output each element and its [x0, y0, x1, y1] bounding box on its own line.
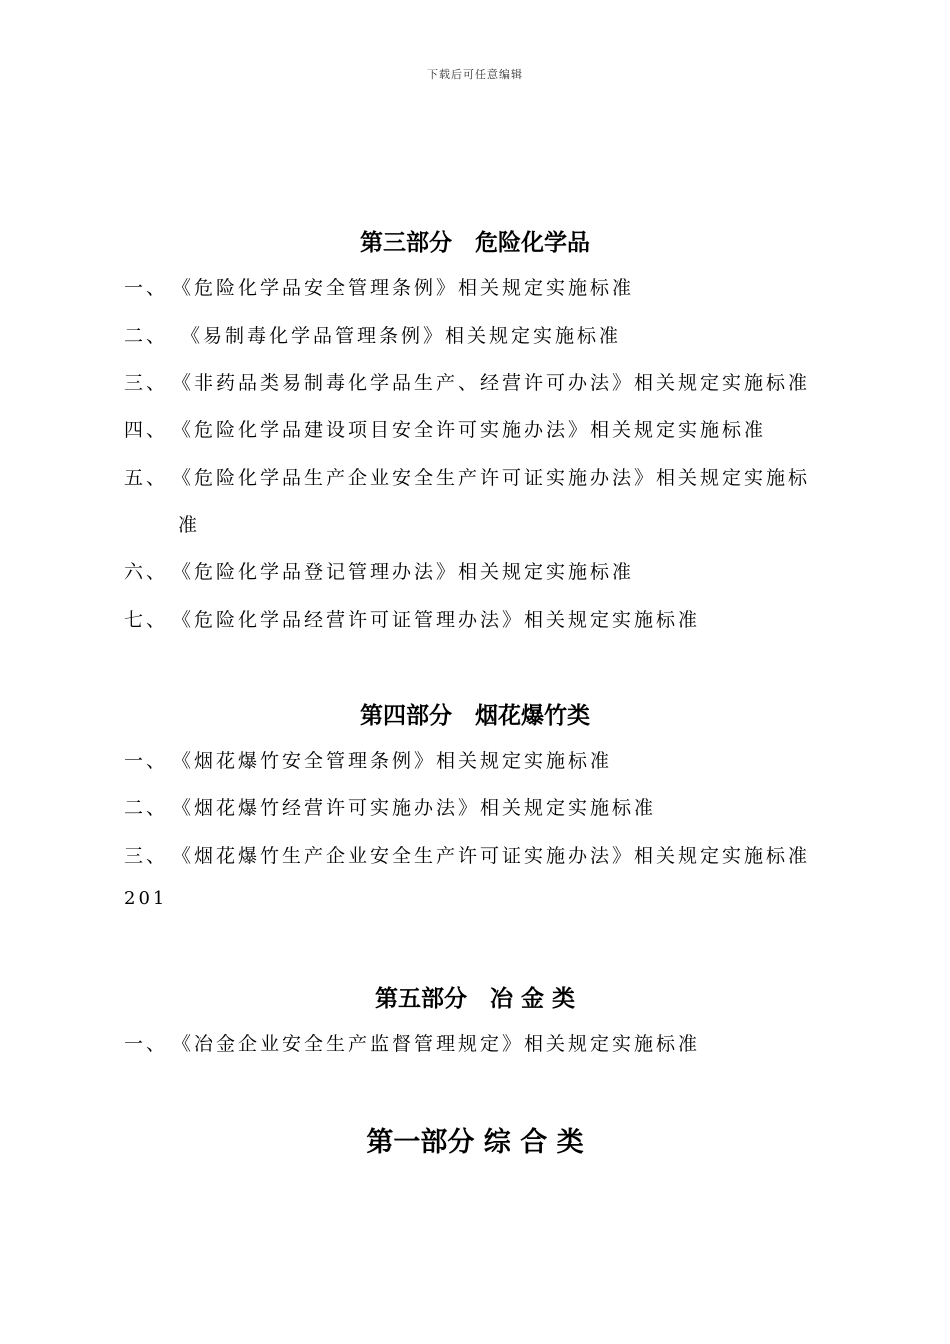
item-text: 《易制毒化学品管理条例》相关规定实施标准 — [172, 325, 622, 347]
list-item — [124, 841, 810, 868]
list-item — [124, 746, 612, 773]
item-number: 六、 — [124, 561, 169, 583]
item-text: 《危险化学品经营许可证管理办法》相关规定实施标准 — [172, 609, 701, 631]
item-text: 《烟花爆竹安全管理条例》相关规定实施标准 — [172, 750, 613, 772]
list-item — [124, 321, 621, 348]
list-item — [124, 605, 700, 632]
item-text: 《危险化学品安全管理条例》相关规定实施标准 — [172, 277, 635, 299]
list-item — [124, 415, 766, 442]
list-item — [124, 557, 634, 584]
item-number: 二、 — [124, 797, 169, 819]
item-number: 二、 — [124, 325, 169, 347]
item-number: 五、 — [124, 467, 169, 489]
item-text: 《烟花爆竹生产企业安全生产许可证实施办法》相关规定实施标准 — [172, 845, 811, 867]
item-text: 《烟花爆竹经营许可实施办法》相关规定实施标准 — [172, 797, 657, 819]
page-number: 201 — [124, 888, 168, 909]
item-number: 四、 — [124, 419, 169, 441]
list-item — [124, 463, 810, 490]
item-number: 一、 — [124, 277, 169, 299]
item-text: 《危险化学品登记管理办法》相关规定实施标准 — [172, 561, 635, 583]
item-text: 《非药品类易制毒化学品生产、经营许可办法》相关规定实施标准 — [172, 372, 811, 394]
item-number: 一、 — [124, 1033, 169, 1055]
item-number: 一、 — [124, 750, 169, 772]
list-item — [124, 273, 634, 300]
item-number: 三、 — [124, 372, 169, 394]
item-text: 《冶金企业安全生产监督管理规定》相关规定实施标准 — [172, 1033, 701, 1055]
section-title-part5: 第五部分 冶 金 类 — [374, 986, 575, 1012]
item-text: 《危险化学品建设项目安全许可实施办法》相关规定实施标准 — [172, 419, 767, 441]
item-text: 《危险化学品生产企业安全生产许可证实施办法》相关规定实施标 — [172, 467, 811, 489]
list-item — [124, 1029, 700, 1056]
section-title-part4: 第四部分 烟花爆竹类 — [360, 703, 590, 729]
section-title-part3: 第三部分 危险化学品 — [360, 230, 590, 256]
list-item-continuation: 准 — [178, 514, 201, 536]
header-note: 下载后可任意编辑 — [427, 68, 523, 81]
item-number: 七、 — [124, 609, 169, 631]
item-number: 三、 — [124, 845, 169, 867]
section-title-part1: 第一部分 综 合 类 — [366, 1127, 584, 1158]
list-item — [124, 368, 810, 395]
list-item — [124, 793, 656, 820]
